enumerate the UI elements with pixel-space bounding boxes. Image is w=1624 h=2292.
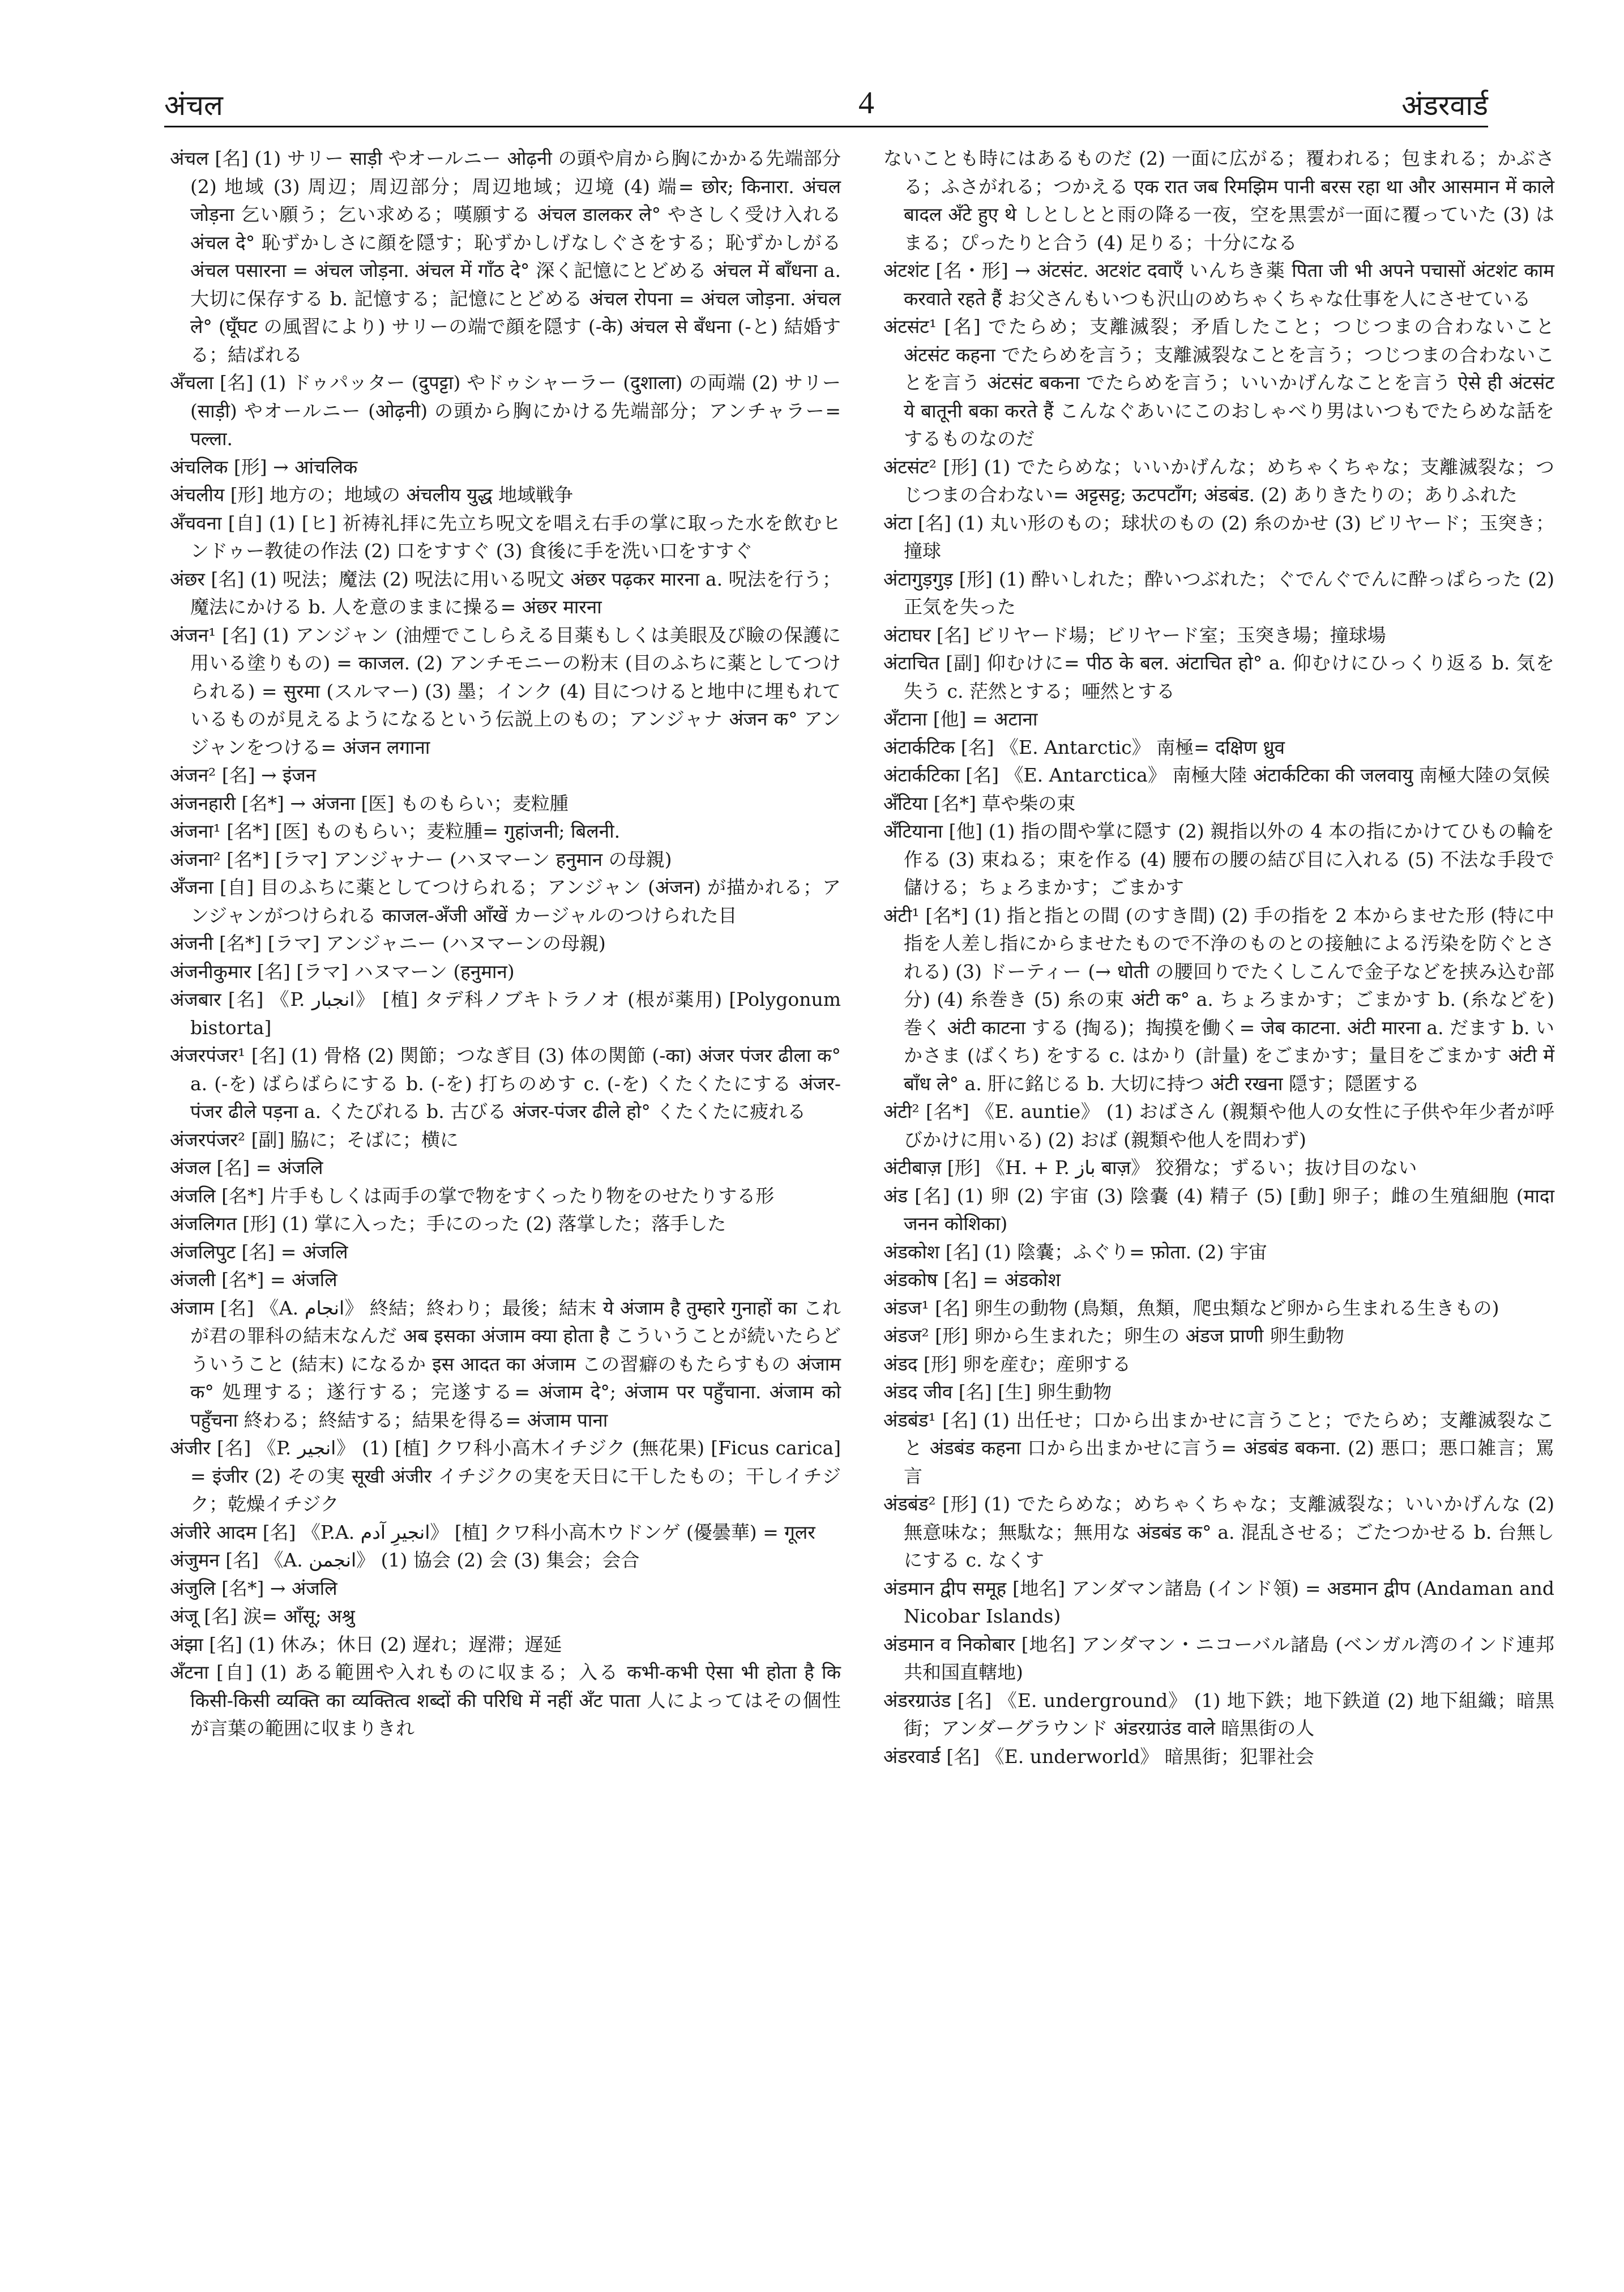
- dictionary-entry: अँटाना [他] = अटाना: [883, 708, 1038, 730]
- dictionary-entry: अंटाघर [名] ビリヤード場；ビリヤード室；玉突き場；撞球場: [883, 624, 1386, 646]
- dictionary-entry: अंजरपंजर¹ [名] (1) 骨格 (2) 関節；つなぎ目 (3) 体の関節 (-का) अंजर पंजर ढीला क° a. (-を) ばらばらにする b. (-を) 打ちのめす c. (-を) くたくたにする अंजर-पंजर ढीले पड़ना a. くたびれる b. 古びる अंजर-पंजर ढीले हो° くたくたに疲れる: [170, 1044, 841, 1122]
- dictionary-entry: अंटसंट¹ [名] でたらめ；支離滅裂；矛盾したこと；つじつまの合わないこと अंटसंट कहना でたらめを言う；支離滅裂なことを言う；つじつまの合わないことを言う अंटसंट बकना でたらめを言う；いいかげんなことを言う ऐसे ही अंटसंट ये बातूनी बका करते हैं こんなぐあいにこのおしゃべり男はいつもでたらめな話をするものなのだ: [883, 315, 1554, 450]
- dictionary-entry: अंजलिगत [形] (1) 掌に入った；手にのった (2) 落掌した；落手した: [170, 1213, 726, 1235]
- dictionary-entry: अंजू [名] 涙= आँसू; अश्रु: [170, 1605, 355, 1627]
- dictionary-entry: अंछर [名] (1) 呪法；魔法 (2) 呪法に用いる呪文 अंछर पढ़कर मारना a. 呪法を行う；魔法にかける b. 人を意のままに操る= अंछर मारना: [170, 567, 841, 618]
- dictionary-entry: अंटार्कटिक [名] 《E. Antarctic》 南極= दक्षिण ध्रुव: [883, 736, 1285, 758]
- dictionary-entry: अंजन¹ [名] (1) アンジャン (油煙でこしらえる目薬もしくは美眼及び瞼の保護に用いる塗りもの) = काजल. (2) アンチモニーの粉末 (目のふちに薬としてつけられる) = सुरमा (スルマー) (3) 墨；インク (4) 目につけると地中に埋もれているものが見えるようになるという伝説上のもの；アンジャナ अंजन क° アンジャンをつける= अंजन लगाना: [170, 624, 841, 758]
- dictionary-entry: अंटसंट² [形] (1) でたらめな；いいかげんな；めちゃくちゃな；支離滅裂な；つじつまの合わない= अट्टसट्ट; ऊटपटाँग; अंडबंड. (2) ありきたりの；ありふれた: [883, 455, 1554, 506]
- left-column: [170, 144, 841, 1743]
- dictionary-entry: अँचवना [自] (1) [ヒ] 祈祷礼拝に先立ち呪文を唱え右手の掌に取った水を飲むヒンドゥー教徒の作法 (2) 口をすすぐ (3) 食後に手を洗い口をすすぐ: [170, 511, 841, 562]
- dictionary-entry: अंजुलि [名*] → अंजलि: [170, 1577, 337, 1599]
- dictionary-entry: अंजलि [名*] 片手もしくは両手の掌で物をすくったり物をのせたりする形: [170, 1184, 775, 1207]
- dictionary-entry: अंडमान द्वीप समूह [地名] アンダマン諸島 (インド領) = अडमान द्वीप (Andaman and Nicobar Islands): [883, 1577, 1554, 1627]
- dictionary-entry: अँचला [名] (1) ドゥパッター (दुपट्टा) やドゥシャーラー (दुशाला) の両端 (2) サリー (साड़ी) やオールニー (ओढ़नी) の頭から胸にかける先端部分；アンチャラー= पल्ला.: [170, 372, 841, 450]
- dictionary-entry: अंडरग्राउंड [名] 《E. underground》 (1) 地下鉄；地下鉄道 (2) 地下組織；暗黒街；アンダーグラウンド अंडरग्राउंड वाले 暗黒街の人: [883, 1689, 1554, 1739]
- dictionary-entry: अंटी¹ [名*] (1) 指と指との間 (のすき間) (2) 手の指を 2 本からませた形 (特に中指を人差し指にからませたもので不浄のものとの接触による汚染を防ぐとされる) (3) ドーティー (→ धोती の腰回りでたくしこんで金子などを挟み込む部分) (4) 糸巻き (5) 糸の束 अंटी क° a. ちょろまかす；ごまかす b. (糸などを) 巻く अंटी काटना する (掏る)；掏摸を働く= जेब काटना. अंटी मारना a. だます b. いかさま (ばくち) をする c. はかり (計量) をごまかす；量目をごまかす अंटी में बाँध ले° a. 肝に銘じる b. 大切に持つ अंटी रखना 隠す；隠匿する: [883, 904, 1554, 1095]
- dictionary-entry: अँटना [自] (1) ある範囲や入れものに収まる；入る कभी-कभी ऐसा भी होता है कि किसी-किसी व्यक्ति का व्यक्तित्व शब्दों की परिधि में नहीं अँट पाता 人によってはその個性が言葉の範囲に収まりきれ: [170, 1661, 841, 1739]
- dictionary-entry: अंजबार [名] 《P. انجبار》 [植] タデ科ノブキトラノオ (根が薬用) [Polygonum bistorta]: [170, 988, 841, 1039]
- dictionary-entry: अंटी² [名*] 《E. auntie》 (1) おばさん (親類や他人の女性に子供や年少者が呼びかけに用いる) (2) おば (親類や他人を問わず): [883, 1100, 1554, 1151]
- dictionary-entry: अंडद जीव [名] [生] 卵生動物: [883, 1381, 1112, 1403]
- dictionary-entry: अंडरवार्ड [名] 《E. underworld》 暗黒街；犯罪社会: [883, 1745, 1314, 1768]
- dictionary-entry: अंडज¹ [名] 卵生の動物 (鳥類，魚類，爬虫類など卵から生まれる生きもの): [883, 1296, 1499, 1319]
- right-column: [883, 144, 1554, 1770]
- dictionary-entry: अंजली [名*] = अंजलि: [170, 1269, 337, 1291]
- dictionary-entry: अंजलिपुट [名] = अंजलि: [170, 1240, 348, 1263]
- dictionary-entry: अंचलीय [形] 地方の；地域の अंचलीय युद्ध 地域戦争: [170, 484, 574, 506]
- dictionary-entry: अंजनीकुमार [名] [ラマ] ハヌマーン (हनुमान): [170, 960, 515, 983]
- dictionary-entry: अंजुमन [名] 《A. انجمن》 (1) 協会 (2) 会 (3) 集会；会合: [170, 1549, 640, 1571]
- dictionary-entry: अँटिया [名*] 草や柴の束: [883, 792, 1076, 814]
- dictionary-entry: अँजना [自] 目のふちに薬としてつけられる；アンジャン (अंजन) が描かれる；アンジャンがつけられる काजल-अँजी आँखें カージャルのつけられた目: [170, 876, 841, 927]
- dictionary-entry: अंजना² [名*] [ラマ] アンジャナー (ハヌマーン हनुमान の母親): [170, 848, 672, 870]
- dictionary-entry: अंजरपंजर² [副] 脇に；そばに；横に: [170, 1128, 459, 1151]
- header-left-guide-word: अंचल: [164, 89, 223, 122]
- dictionary-entry: अंटशंट [名・形] → अंटसंट. अटशंट दवाएँ いんちき薬 पिता जी भी अपने पचासों अंटशंट काम करवाते रहते हैं お父さんもいつも沢山のめちゃくちゃな仕事を人にさせている: [883, 259, 1554, 310]
- dictionary-entry: अंडकोष [名] = अंडकोश: [883, 1269, 1061, 1291]
- dictionary-entry: अंजनी [名*] [ラマ] アンジャニー (ハヌマーンの母親): [170, 932, 606, 954]
- dictionary-entry: ないことも時にはあるものだ (2) 一面に広がる；覆われる；包まれる；かぶさる；ふさがれる；つかえる एक रात जब रिमझिम पानी बरस रहा था और आसमान में काले बादल अँटे हुए थे しとしとと雨の降る一夜，空を黒雲が一面に覆っていた (3) はまる；ぴったりと合う (4) 足りる；十分になる: [883, 147, 1554, 254]
- dictionary-entry: अंटार्कटिका [名] 《E. Antarctica》 南極大陸 अंटार्कटिका की जलवायु 南極大陸の気候: [883, 764, 1550, 786]
- dictionary-entry: अंजना¹ [名*] [医] ものもらい；麦粒腫= गुहांजनी; बिलनी.: [170, 820, 621, 842]
- header-rule: [164, 126, 1488, 127]
- dictionary-entry: अंजीरे आदम [名] 《P.A. انجیرِ آدم》 [植] クワ科小高木ウドンゲ (優曇華) = गूलर: [170, 1521, 815, 1543]
- dictionary-entry: अंडबंड² [形] (1) でたらめな；めちゃくちゃな；支離滅裂な；いいかげんな (2) 無意味な；無駄な；無用な अंडबंड क° a. 混乱させる；ごたつかせる b. 台無しにする c. なくす: [883, 1493, 1554, 1571]
- dictionary-entry: अंजल [名] = अंजलि: [170, 1156, 323, 1179]
- dictionary-entry: अंजन² [名] → इंजन: [170, 764, 317, 786]
- header-right-guide-word: अंडरवार्ड: [1401, 89, 1488, 122]
- dictionary-entry: अंटा [名] (1) 丸い形のもの；球状のもの (2) 糸のかせ (3) ビリヤード；玉突き；撞球: [883, 511, 1554, 562]
- dictionary-entry: अंजनहारी [名*] → अंजना [医] ものもらい；麦粒腫: [170, 792, 569, 814]
- dictionary-entry: अंटागुड़गुड़ [形] (1) 酔いしれた；酔いつぶれた；ぐでんぐでんに酔っぱらった (2) 正気を失った: [883, 567, 1554, 618]
- dictionary-entry: अंजीर [名] 《P. انجیر》 (1) [植] クワ科小高木イチジク (無花果) [Ficus carica] = इंजीर (2) その実 सूखी अंजीर イチジクの実を天日に干したもの；干しイチジク；乾燥イチジク: [170, 1437, 841, 1515]
- dictionary-entry: अंजाम [名] 《A. انجام》 終結；終わり；最後；結末 ये अंजाम है तुम्हारे गुनाहों का これが君の罪科の結末なんだ अब इसका अंजाम क्या होता है こういうことが続いたらどういうこと (結末) になるか इस आदत का अंजाम この習癖のもたらすもの अंजाम क° 処理する；遂行する；完遂する= अंजाम दे°; अंजाम पर पहुँचाना. अंजाम को पहुँचना 終わる；終結する；結果を得る= अंजाम पाना: [170, 1296, 841, 1431]
- dictionary-entry: अंड [名] (1) 卵 (2) 宇宙 (3) 陰嚢 (4) 精子 (5) [動] 卵子；雌の生殖細胞 (मादा जनन कोशिका): [883, 1184, 1554, 1235]
- dictionary-entry: अंटाचित [副] 仰むけに= पीठ के बल. अंटाचित हो° a. 仰むけにひっくり返る b. 気を失う c. 茫然とする；唖然とする: [883, 652, 1554, 702]
- dictionary-entry: अंडज² [形] 卵から生まれた；卵生の अंडज प्राणी 卵生動物: [883, 1325, 1344, 1347]
- dictionary-entry: अँटियाना [他] (1) 指の間や掌に隠す (2) 親指以外の 4 本の指にかけてひもの輪を作る (3) 束ねる；束を作る (4) 腰布の腰の結び目に入れる (5) 不法な手段で儲ける；ちょろまかす；ごまかす: [883, 820, 1554, 898]
- dictionary-entry: अंझा [名] (1) 休み；休日 (2) 遅れ；遅滞；遅延: [170, 1633, 562, 1655]
- dictionary-entry: अंडबंड¹ [名] (1) 出任せ；口から出まかせに言うこと；でたらめ；支離滅裂なこと अंडबंड कहना 口から出まかせに言う= अंडबंड बकना. (2) 悪口；悪口雑言；罵言: [883, 1409, 1554, 1487]
- dictionary-entry: अंडद [形] 卵を産む；産卵する: [883, 1352, 1131, 1375]
- page-number: 4: [858, 86, 874, 121]
- dictionary-entry: अंडकोश [名] (1) 陰嚢；ふぐり= फ़ोता. (2) 宇宙: [883, 1240, 1267, 1263]
- dictionary-entry: अंडमान व निकोबार [地名] アンダマン・ニコーバル諸島 (ベンガル湾のインド連邦共和国直轄地): [883, 1633, 1554, 1683]
- dictionary-entry: अंटीबाज़ [形] 《H. + P. باز बाज़》 狡猾な；ずるい；抜け目のない: [883, 1156, 1417, 1179]
- dictionary-entry: अंचल [名] (1) サリー साड़ी やオールニー ओढ़नी の頭や肩から胸にかかる先端部分 (2) 地域 (3) 周辺；周辺部分；周辺地域；辺境 (4) 端= छोर; किनारा. अंचल जोड़ना 乞い願う；乞い求める；嘆願する अंचल डालकर ले° やさしく受け入れる अंचल दे° 恥ずかしさに顔を隠す；恥ずかしげなしぐさをする；恥ずかしがる अंचल पसारना = अंचल जोड़ना. अंचल में गाँठ दे° 深く記憶にとどめる अंचल में बाँधना a. 大切に保存する b. 記憶する；記憶にとどめる अंचल रोपना = अंचल जोड़ना. अंचल ले° (घूँघट の風習により) サリーの端で顔を隠す (-के) अंचल से बँधना (-と) 結婚する；結ばれる: [170, 147, 841, 366]
- dictionary-entry: अंचलिक [形] → आंचलिक: [170, 455, 358, 478]
